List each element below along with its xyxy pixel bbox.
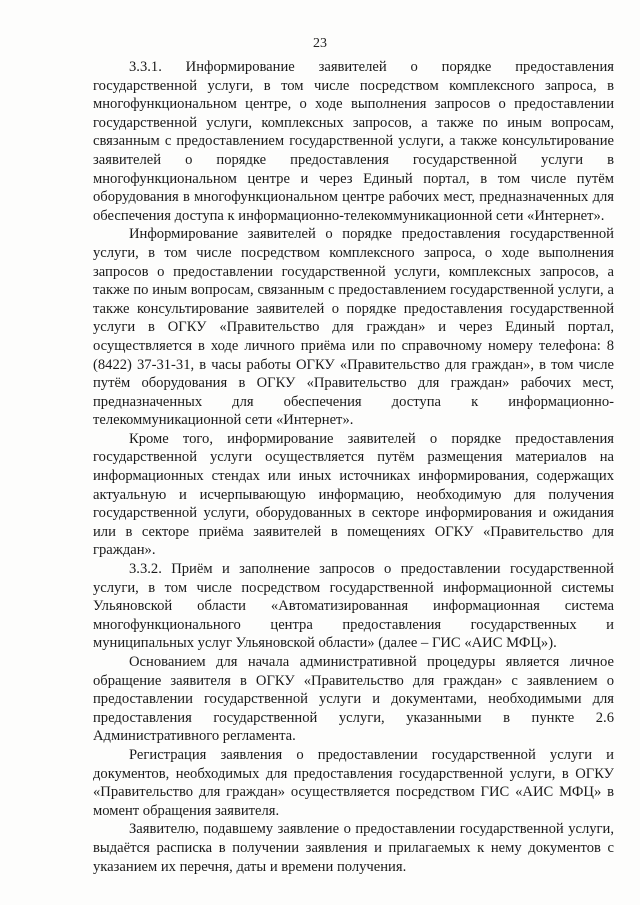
paragraph-receipt: Заявителю, подавшему заявление о предоставлении государственной услуги, выдаётся расписка в получении заявления и прилагаемых к нему документов с указанием их перечня, даты и времени получения. [93,821,614,875]
paragraph-3-3-1: 3.3.1. Информирование заявителей о порядке предоставления государственной услуги, в том числе посредством комплексного запроса, в многофункциональном центре, о ходе выполнения запросов о предоставлении государственной услуги, комплексных запросов, а также по иным вопросам, связанным с предоставлением государственной услуги, а также консультирование заявителей о порядке предоставления государственной услуги в многофункциональном центре и через Единый портал, в том числе путём оборудования в многофункциональном центре рабочих мест, предназначенных для обеспечения доступа к информационно-телекоммуникационной сети «Интернет». [93,59,614,224]
paragraph-3-3-2: 3.3.2. Приём и заполнение запросов о предоставлении государственной услуги, в том числе посредством государственной информационной системы Ульяновской области «Автоматизированная информационная система многофункционального центра предоставления государственных и муниципальных услуг Ульяновской области» (далее – ГИС «АИС МФЦ»). [93,561,614,652]
document-body [93,58,614,876]
paragraph-informing-ogku: Информирование заявителей о порядке предоставления государственной услуги, в том числе посредством комплексного запроса, о ходе выполнения запросов о предоставлении государственной услуги, комплексных запросов, а также по иным вопросам, связанным с предоставлением государственной услуги, а также консультирование заявителей о порядке предоставления государственной услуги в ОГКУ «Правительство для граждан» и через Единый портал, осуществляется в ходе личного приёма или по справочному номеру телефона: 8 (8422) 37-31-31, в часы работы ОГКУ «Правительство для граждан», в том числе путём оборудования в ОГКУ «Правительство для граждан» рабочих мест, предназначенных для обеспечения доступа к информационно-телекоммуникационной сети «Интернет». [93,226,614,429]
paragraph-registration: Регистрация заявления о предоставлении государственной услуги и документов, необходимых для предоставления государственной услуги, в ОГКУ «Правительство для граждан» осуществляется посредством ГИС «АИС МФЦ» в момент обращения заявителя. [93,746,614,819]
paragraph-information-stands: Кроме того, информирование заявителей о порядке предоставления государственной услуги осуществляется путём размещения материалов на информационных стендах или иных источниках информирования, содержащих актуальную и исчерпывающую информацию, необходимую для получения государственной услуги, оборудованных в секторе информирования и ожидания или в секторе приёма заявителей в помещениях ОГКУ «Правительство для граждан». [93,430,614,559]
page-number: 23 [313,36,327,51]
paragraph-procedure-basis: Основанием для начала административной процедуры является личное обращение заявителя в ОГКУ «Правительство для граждан» с заявлением о предоставлении государственной услуги и документами, необходимыми для предоставления государственной услуги, указанными в пункте 2.6 Административного регламента. [93,654,614,745]
